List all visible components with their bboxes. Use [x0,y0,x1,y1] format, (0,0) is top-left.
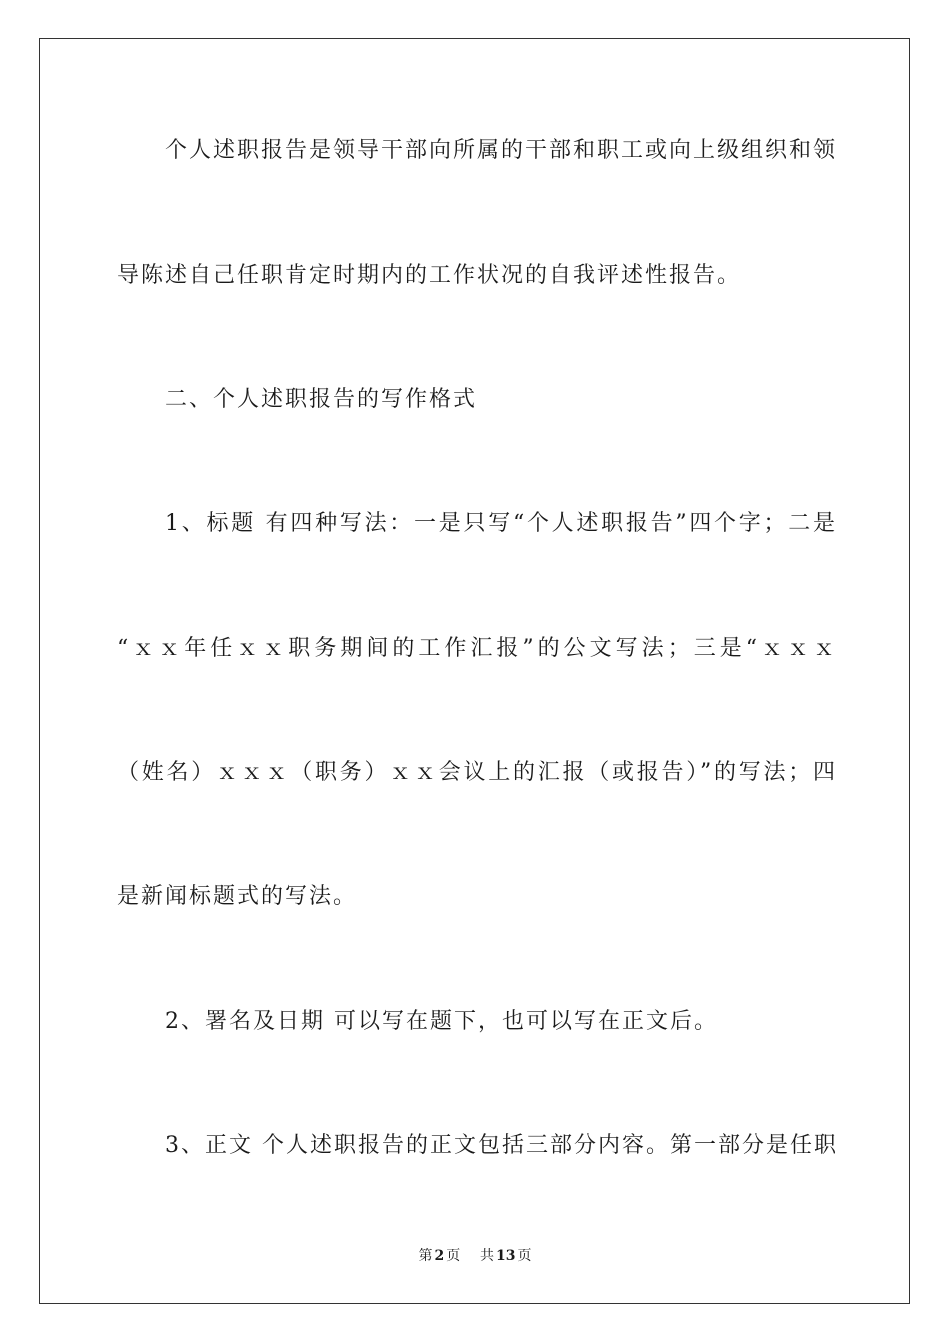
paragraph-line: 导陈述自己任职肯定时期内的工作状况的自我评述性报告。 [117,263,742,288]
paragraph-line: 3、正文 个人述职报告的正文包括三部分内容。第一部分是任职 [165,1133,838,1158]
page-footer [0,1247,950,1265]
paragraph-line: 个人述职报告是领导干部向所属的干部和职工或向上级组织和领 [165,138,838,163]
paragraph-line: 2、署名及日期 可以写在题下，也可以写在正文后。 [165,1009,718,1034]
page-border [39,38,910,1304]
paragraph-line: （姓名）ｘｘｘ（职务）ｘｘ会议上的汇报（或报告）”的写法；四 [117,760,837,785]
total-pages: 13 [496,1248,516,1264]
footer-page-suffix: 页 [446,1248,461,1264]
footer-prefix: 第 [418,1248,433,1264]
section-heading: 二、个人述职报告的写作格式 [165,387,478,412]
footer-total-suffix: 页 [517,1248,532,1264]
paragraph-line: 是新闻标题式的写法。 [117,884,358,909]
footer-total-prefix: 共 [480,1248,495,1264]
page-number: 2 [434,1248,445,1264]
paragraph-line: 1、标题 有四种写法：一是只写“个人述职报告”四个字；二是 [165,511,837,536]
paragraph-line: “ｘｘ年任ｘｘ职务期间的工作汇报”的公文写法；三是“ｘｘｘ [117,636,837,661]
